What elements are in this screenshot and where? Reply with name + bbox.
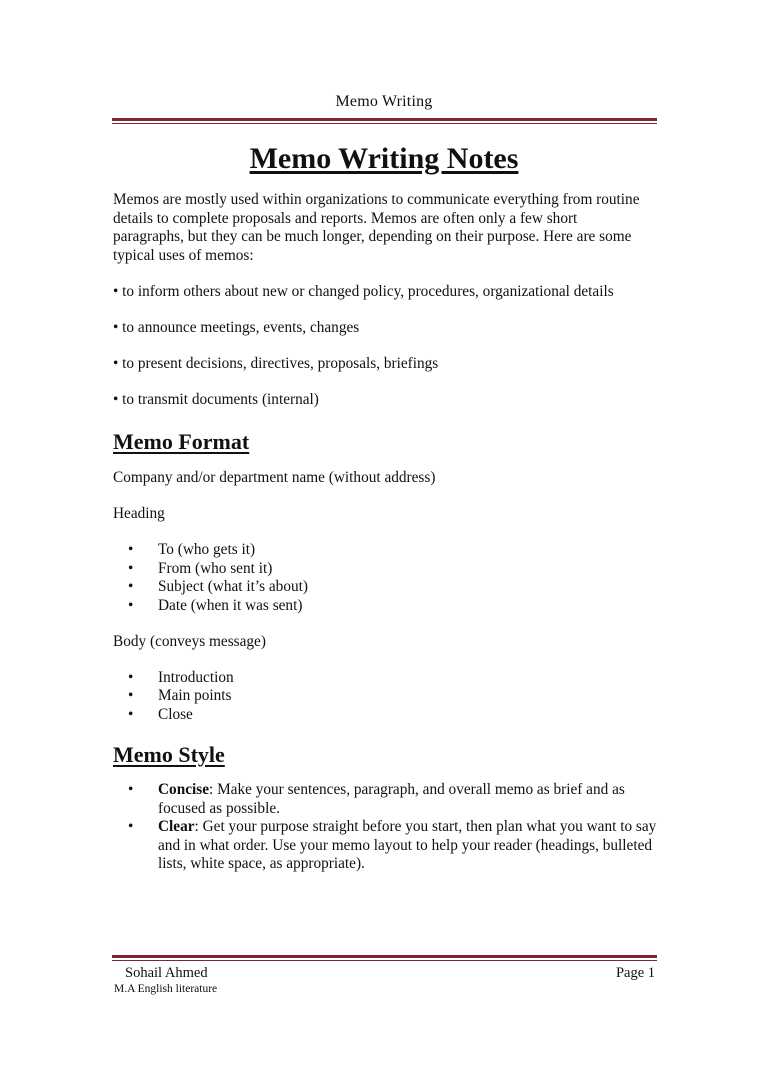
- list-item-text: Subject (what it’s about): [158, 578, 308, 595]
- list-item: [113, 818, 658, 874]
- intro-paragraph: Memos are mostly used within organizations to communicate everything from routine details to complete proposals and reports. Memos are often only a few short paragraphs, but they can be much longer, depending on their purpose. Here are some typical uses of memos:: [113, 191, 640, 264]
- bullet-icon: •: [128, 818, 134, 835]
- list-item: [113, 578, 658, 597]
- use-item: • to announce meetings, events, changes: [113, 318, 360, 336]
- bullet-icon: •: [128, 705, 134, 723]
- header-rule-thick: [112, 118, 657, 121]
- footer-rule: [112, 955, 657, 961]
- list-item: [113, 706, 658, 725]
- bullet-icon: •: [128, 687, 134, 704]
- header-rule: [112, 118, 657, 124]
- list-item-text: Main points: [158, 687, 232, 704]
- running-header: Memo Writing: [335, 93, 433, 110]
- footer-rule-thick: [112, 955, 657, 958]
- use-item: • to transmit documents (internal): [113, 390, 319, 408]
- list-item-text: Introduction: [158, 668, 234, 686]
- heading-label: Heading: [113, 505, 165, 522]
- section-heading-memo-format: Memo Format: [113, 429, 250, 454]
- use-item: • to inform others about new or changed policy, procedures, organizational details: [113, 282, 614, 300]
- footer-author: Sohail Ahmed: [125, 965, 208, 981]
- bullet-icon: •: [128, 578, 134, 595]
- use-item: • to present decisions, directives, proposals, briefings: [113, 354, 439, 372]
- style-text: : Get your purpose straight before you start, then plan what you want to say and in what order. Use your memo layout to help your reader (headings, bulleted lists, white space, as appropriate).: [158, 818, 657, 872]
- bullet-icon: •: [128, 596, 134, 614]
- bullet-icon: •: [128, 781, 134, 798]
- bullet-icon: •: [128, 668, 134, 686]
- heading-items-list: [113, 541, 658, 615]
- style-term: Concise: [158, 781, 209, 798]
- style-term: Clear: [158, 818, 195, 835]
- body-items-list: [113, 669, 658, 725]
- footer-rule-thin: [112, 960, 657, 961]
- footer-page-number: Page 1: [615, 965, 655, 981]
- list-item: [113, 669, 658, 688]
- list-item: [113, 781, 658, 818]
- bullet-icon: •: [128, 541, 134, 558]
- company-line: Company and/or department name (without address): [113, 469, 436, 486]
- body-label: Body (conveys message): [113, 632, 266, 650]
- list-item-text: To (who gets it): [158, 541, 256, 558]
- list-item: [113, 541, 658, 560]
- list-item-text: Close: [158, 705, 193, 723]
- bullet-icon: •: [128, 559, 134, 577]
- list-item: [113, 687, 658, 706]
- list-item-text: Date (when it was sent): [158, 596, 303, 614]
- list-item: [113, 597, 658, 616]
- section-heading-memo-style: Memo Style: [113, 742, 225, 767]
- header-rule-thin: [112, 123, 657, 124]
- style-text: : Make your sentences, paragraph, and overall memo as brief and as focused as possible.: [158, 781, 625, 817]
- footer-subtitle: M.A English literature: [114, 983, 218, 995]
- list-item-text: From (who sent it): [158, 559, 273, 577]
- document-body: [113, 191, 658, 874]
- list-item: [113, 560, 658, 579]
- document-title: Memo Writing Notes: [249, 142, 519, 175]
- style-items-list: [113, 781, 658, 874]
